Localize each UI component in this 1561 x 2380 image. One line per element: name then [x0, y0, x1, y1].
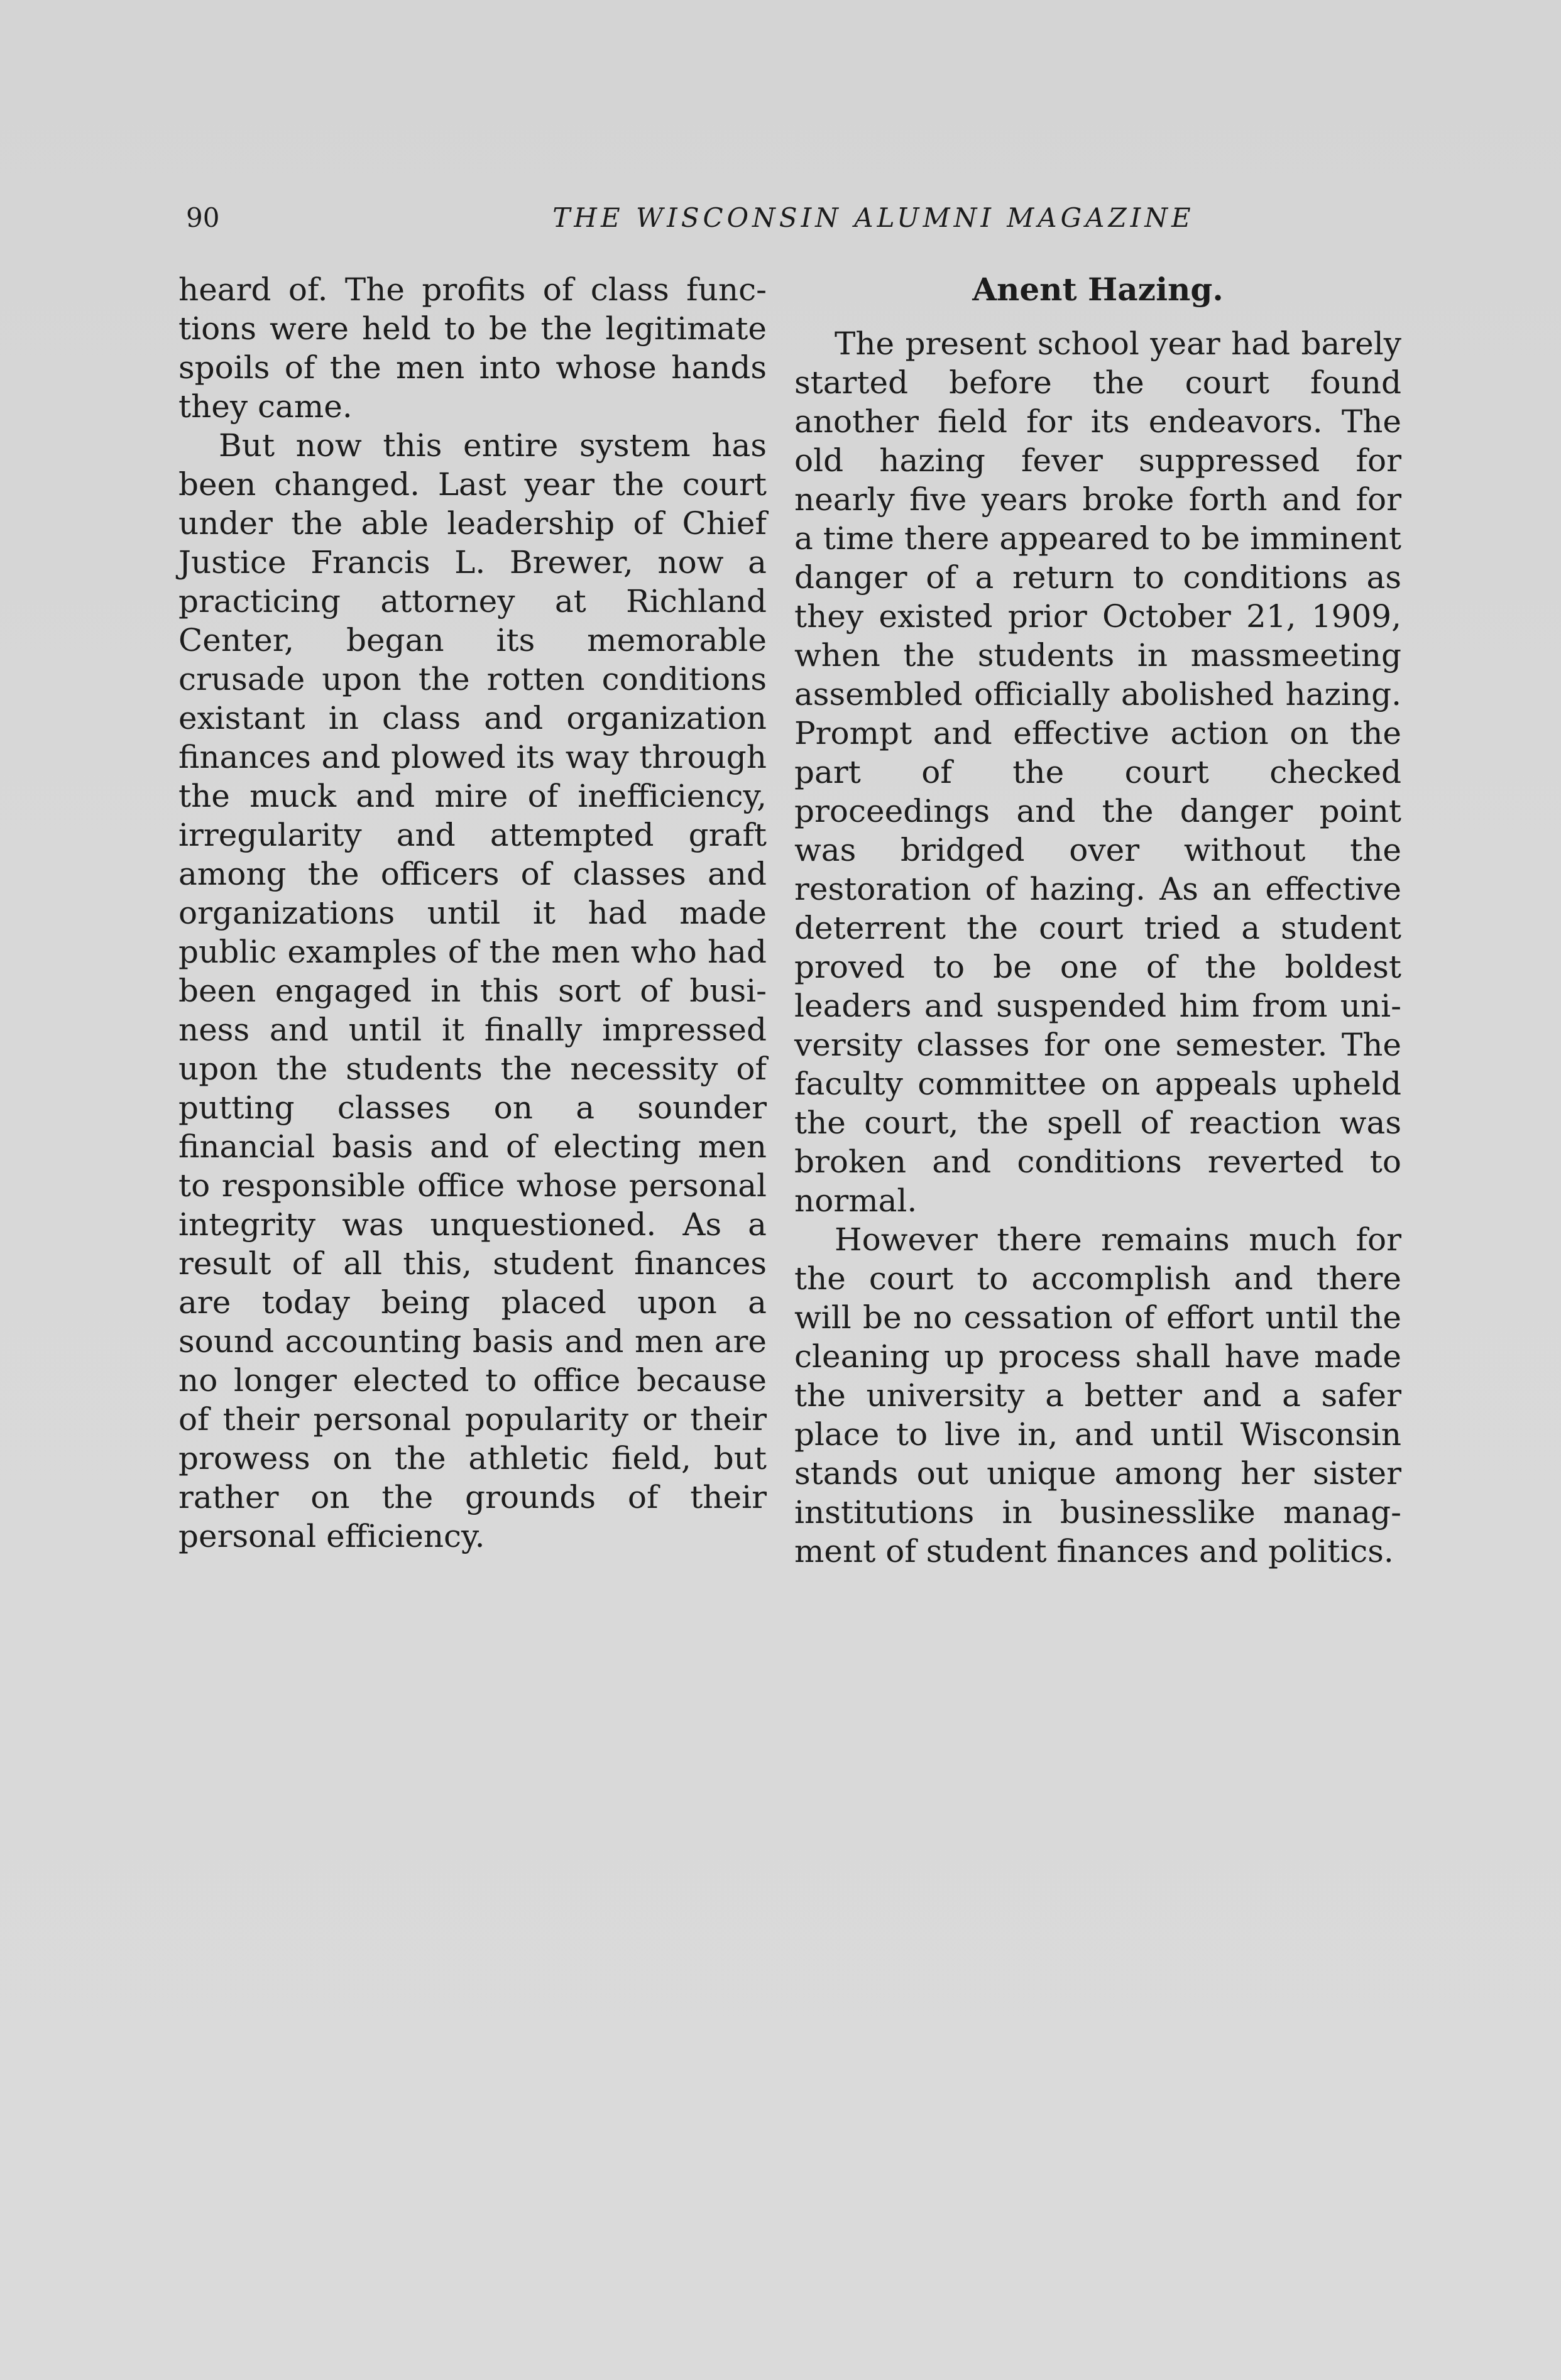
paragraph-court-reform: But now this entire system has been changed. Last year the court under the able leadership of Chief Justice Francis L. Brewer, now a practicing attorney at Richland Center, began its memorable crusade upon the rotten conditions existant in class and organization finances and plowed its way through the muck and mire of inefficiency, irregularity and attempted graft among the officers of classes and organizations until it had made public examples of the men who had been engaged in this sort of business and until it finally impressed upon the students the necessity of putting classes on a sounder financial basis and of electing men to responsible office whose personal integrity was unquestioned. As a result of all this, student finances are today being placed upon a sound accounting basis and men are no longer elected to office because of their personal popularity or their prowess on the athletic field, but rather on the grounds of their personal efficiency.: [178, 427, 767, 1554]
paragraph-continued: heard of. The profits of class functions were held to be the legitimate spoils of the men into whose hands they came.: [178, 271, 767, 425]
right-column: [794, 270, 1401, 1571]
paragraph-hazing: The present school year had barely started before the court found another field for its endeavors. The old hazing fever suppressed for nearly five years broke forth and for a time there appeared to be imminent danger of a return to conditions as they existed prior October 21, 1909, when the students in massmeeting assembled officially abolished hazing. Prompt and effective action on the part of the court checked proceedings and the danger point was bridged over without the restoration of hazing. As an effective deterrent the court tried a student proved to be one of the boldest leaders and suspended him from university classes for one semester. The faculty committee on appeals upheld the court, the spell of reaction was broken and conditions reverted to normal.: [794, 325, 1401, 1219]
page-number: 90: [186, 202, 220, 233]
running-head: THE WISCONSIN ALUMNI MAGAZINE: [552, 202, 1195, 233]
left-column: [178, 270, 767, 1556]
section-heading: Anent Hazing.: [972, 271, 1224, 308]
paragraph-conclusion: However there remains much for the court to accomplish and there will be no cessation of effort until the cleaning up process shall have made the university a better and a safer place to live in, and until Wisconsin stands out unique among her sister institutions in businesslike managment of student finances and politics.: [794, 1221, 1401, 1569]
